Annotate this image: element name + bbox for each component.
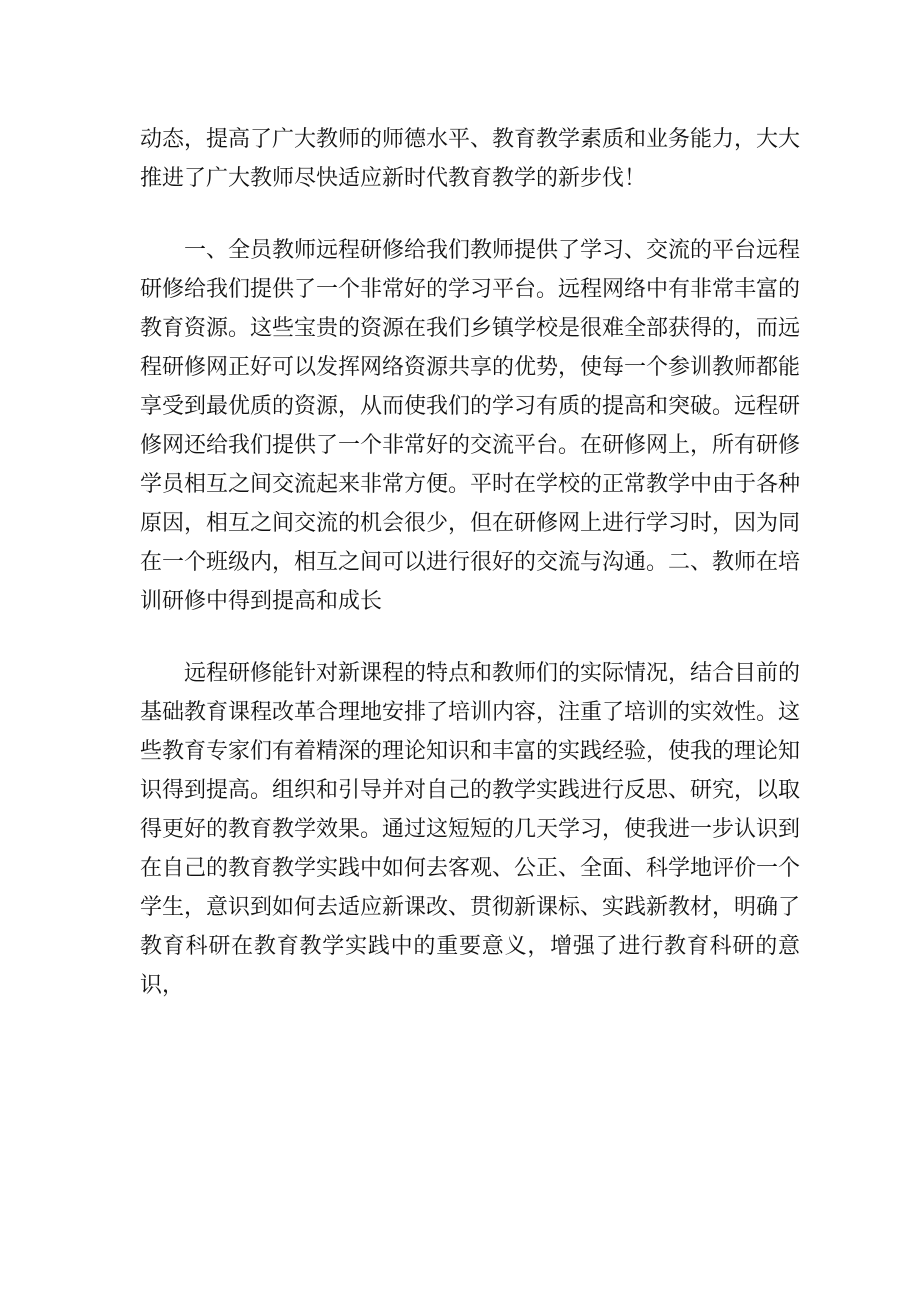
paragraph-spacing xyxy=(140,198,800,231)
document-body xyxy=(140,120,800,1005)
paragraph-teacher-growth: 远程研修能针对新课程的特点和教师们的实际情况，结合目前的基础教育课程改革合理地安排了培训内容，注重了培训的实效性。这些教育专家们有着精深的理论知识和丰富的实践经验，使我的理论知识得到提高。组织和引导并对自己的教学实践进行反思、研究，以取得更好的教育教学效果。通过这短短的几天学习，使我进一步认识到在自己的教育教学实践中如何去客观、公正、全面、科学地评价一个学生，意识到如何去适应新课改、贯彻新课标、实践新教材，明确了教育科研在教育教学实践中的重要意义，增强了进行教育科研的意识， xyxy=(140,661,801,998)
paragraph-spacing xyxy=(140,621,800,654)
paragraph-remote-training-platform: 一、全员教师远程研修给我们教师提供了学习、交流的平台远程研修给我们提供了一个非常好的学习平台。远程网络中有非常丰富的教育资源。这些宝贵的资源在我们乡镇学校是很难全部获得的，而远程研修网正好可以发挥网络资源共享的优势，使每一个参训教师都能享受到最优质的资源，从而使我们的学习有质的提高和突破。远程研修网还给我们提供了一个非常好的交流平台。在研修网上，所有研修学员相互之间交流起来非常方便。平时在学校的正常教学中由于各种原因，相互之间交流的机会很少，但在研修网上进行学习时，因为同在一个班级内，相互之间可以进行很好的交流与沟通。二、教师在培训研修中得到提高和成长 xyxy=(140,238,801,614)
paragraph-continuation: 动态，提高了广大教师的师德水平、教育教学素质和业务能力，大大推进了广大教师尽快适应新时代教育教学的新步伐！ xyxy=(140,127,801,191)
